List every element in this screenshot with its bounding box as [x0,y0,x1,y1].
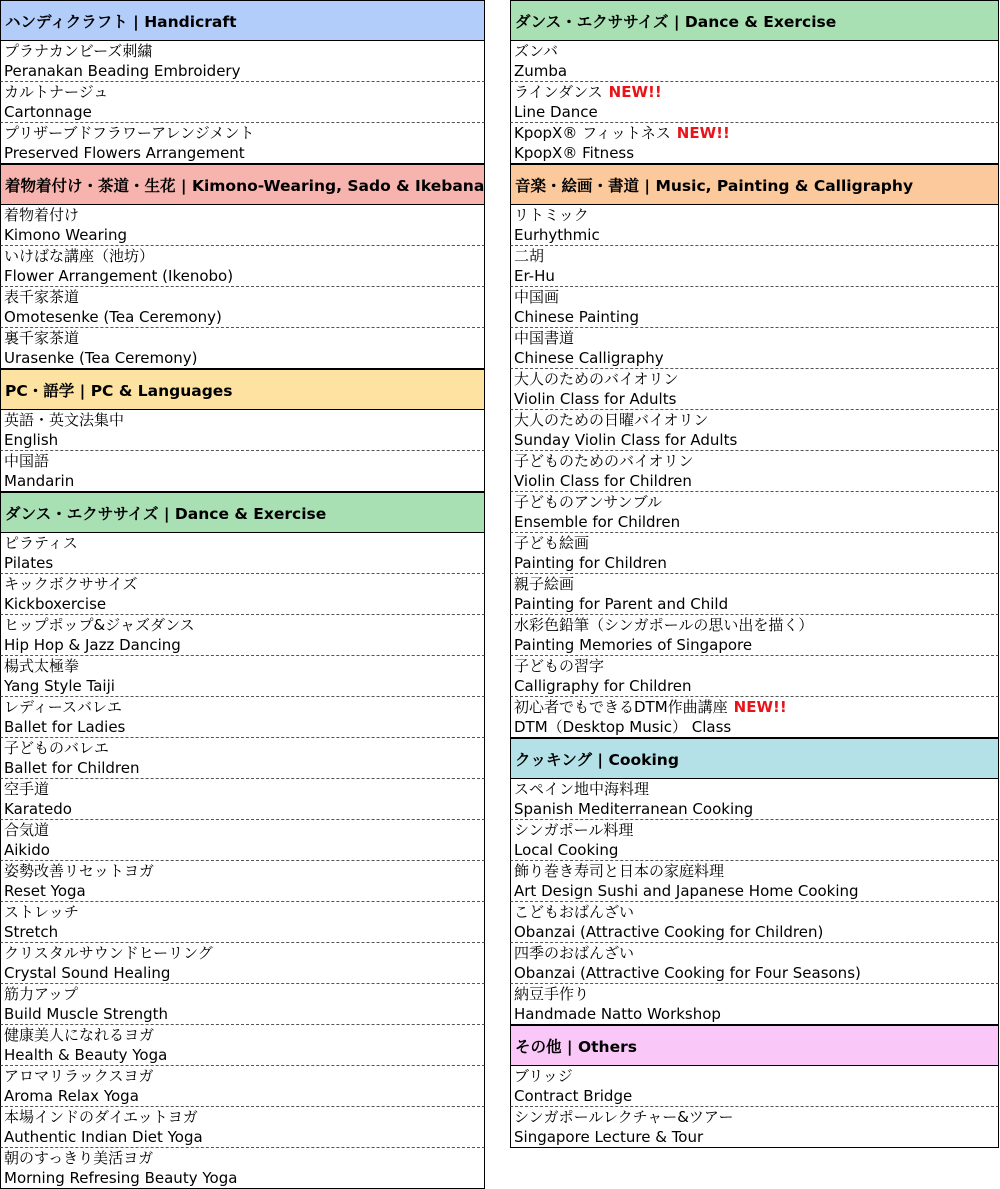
course-item-painting-for-parent-and-child [510,574,999,615]
course-name-jp-line [514,287,998,307]
course-name-jp: 着物着付け [4,206,80,224]
course-item-authentic-indian-diet-yoga [0,1107,485,1148]
course-name-jp-line [4,984,484,1004]
course-name-jp-line [514,369,998,389]
course-name-jp: シンガポールレクチャー&ツアー [514,1108,734,1126]
course-name-en: Handmade Natto Workshop [514,1005,721,1023]
course-name-jp: 姿勢改善リセットヨガ [4,862,154,880]
course-item-local-cooking [510,820,999,861]
course-item-aroma-relax-yoga [0,1066,485,1107]
course-name-jp: 初心者でもできるDTM作曲講座 [514,698,728,716]
course-name-jp-line [4,410,484,430]
course-name-jp-line [4,738,484,758]
course-name-en: Violin Class for Children [514,472,692,490]
course-item-zumba [510,41,999,82]
course-name-jp: ズンバ [514,42,558,60]
course-item-health-beauty-yoga [0,1025,485,1066]
course-name-jp-line [4,533,484,553]
course-item-cartonnage [0,82,485,123]
course-name-en: Hip Hop & Jazz Dancing [4,636,181,654]
course-name-en: Stretch [4,923,59,941]
course-name-jp-line [514,656,998,676]
course-name-jp: プラナカンビーズ刺繍 [4,42,153,60]
course-item-karatedo [0,779,485,820]
course-name-jp: 健康美人になれるヨガ [4,1026,155,1044]
course-name-jp: 中国書道 [514,329,575,347]
course-name-jp-line [514,984,998,1004]
left-column [0,0,485,1189]
course-name-en: Sunday Violin Class for Adults [514,431,738,449]
course-item-urasenke-tea-ceremony [0,328,485,369]
course-name-en: English [4,431,59,449]
right-column [510,0,999,1148]
course-name-en: Health & Beauty Yoga [4,1046,168,1064]
course-name-jp-line [514,1066,998,1086]
course-name-jp-line [4,246,484,266]
course-name-en: Mandarin [4,472,75,490]
course-item-yang-style-taiji [0,656,485,697]
course-name-en: Er-Hu [514,267,555,285]
course-name-jp-line [4,943,484,963]
course-name-jp: 筋力アップ [4,985,78,1003]
course-name-jp: 四季のおばんざい [514,944,635,962]
course-name-jp-line [514,820,998,840]
course-name-jp-line [514,328,998,348]
course-item-singapore-lecture-tour [510,1107,999,1148]
course-name-jp: こどもおばんざい [514,903,635,921]
course-name-jp-line [514,574,998,594]
course-name-jp: カルトナージュ [4,83,109,101]
course-name-en: Flower Arrangement (Ikenobo) [4,267,234,285]
section-header: ハンディクラフト | Handicraft [0,0,485,41]
course-item-violin-class-for-children [510,451,999,492]
course-name-en: Peranakan Beading Embroidery [4,62,241,80]
course-item-kickboxercise [0,574,485,615]
course-item-stretch [0,902,485,943]
course-name-jp-line [4,820,484,840]
course-name-en: Line Dance [514,103,598,121]
course-item-calligraphy-for-children [510,656,999,697]
course-name-en: Aroma Relax Yoga [4,1087,139,1105]
course-name-jp-line [514,451,998,471]
course-item-er-hu [510,246,999,287]
course-item-mandarin [0,451,485,492]
new-badge: NEW!! [733,698,787,716]
course-name-en: Chinese Calligraphy [514,349,664,367]
course-name-jp-line [514,615,998,635]
section-header: 音楽・絵画・書道 | Music, Painting & Calligraphy [510,164,999,205]
course-item-morning-refresing-beauty-yoga [0,1148,485,1189]
course-name-jp-line [4,697,484,717]
course-name-jp: 中国語 [4,452,50,470]
course-item-peranakan-beading-embroidery [0,41,485,82]
course-name-en: Omotesenke (Tea Ceremony) [4,308,222,326]
course-item-spanish-mediterranean-cooking [510,779,999,820]
course-name-en: Aikido [4,841,50,859]
course-name-jp: 親子絵画 [514,575,575,593]
section-header: PC・語学 | PC & Languages [0,369,485,410]
course-name-en: Contract Bridge [514,1087,633,1105]
course-item-aikido [0,820,485,861]
course-name-jp: いけばな講座（池坊） [4,247,155,265]
section-header: その他 | Others [510,1025,999,1066]
course-name-jp-line [4,574,484,594]
course-name-jp: 楊式太極拳 [4,657,80,675]
course-name-jp-line [514,246,998,266]
course-item-obanzai-attractive-cooking-for-four-seasons [510,943,999,984]
course-name-en: Yang Style Taiji [4,677,115,695]
course-name-en: Local Cooking [514,841,619,859]
course-name-en: DTM（Desktop Music） Class [514,718,732,736]
course-item-eurhythmic [510,205,999,246]
course-item-ballet-for-ladies [0,697,485,738]
course-item-dtm-desktop-music-class [510,697,999,738]
course-name-en: Pilates [4,554,54,572]
course-name-jp: ヒップポップ&ジャズダンス [4,616,195,634]
course-name-jp: 本場インドのダイエットヨガ [4,1108,198,1126]
course-item-hip-hop-jazz-dancing [0,615,485,656]
course-name-jp-line [514,861,998,881]
course-name-jp: 水彩色鉛筆（シンガポールの思い出を描く） [514,616,814,634]
course-name-jp: 納豆手作り [514,985,590,1003]
new-badge: NEW!! [676,124,730,142]
course-name-en: Spanish Mediterranean Cooking [514,800,754,818]
course-name-jp-line [4,615,484,635]
course-item-handmade-natto-workshop [510,984,999,1025]
course-name-jp-line [4,656,484,676]
course-name-jp-line [4,82,484,102]
new-badge: NEW!! [608,83,662,101]
course-name-en: Morning Refresing Beauty Yoga [4,1169,238,1187]
section-header: ダンス・エクササイズ | Dance & Exercise [0,492,485,533]
course-item-kimono-wearing [0,205,485,246]
course-name-jp: 子どもの習字 [514,657,605,675]
course-name-en: Painting for Children [514,554,667,572]
course-name-jp-line [514,205,998,225]
course-name-jp-line [4,41,484,61]
section-header: クッキング | Cooking [510,738,999,779]
course-name-en: Violin Class for Adults [514,390,677,408]
course-item-omotesenke-tea-ceremony [0,287,485,328]
course-item-english [0,410,485,451]
course-name-jp: 大人のためのバイオリン [514,370,679,388]
course-name-en: KpopX® Fitness [514,144,635,162]
course-name-en: Kickboxercise [4,595,107,613]
course-name-jp-line [514,1107,998,1127]
course-name-jp-line [514,533,998,553]
course-item-ballet-for-children [0,738,485,779]
course-item-contract-bridge [510,1066,999,1107]
course-name-jp-line [4,287,484,307]
course-name-jp-line [4,328,484,348]
course-name-en: Chinese Painting [514,308,640,326]
course-name-jp-line [4,861,484,881]
course-item-painting-memories-of-singapore [510,615,999,656]
course-name-jp: ストレッチ [4,903,79,921]
course-item-ensemble-for-children [510,492,999,533]
course-name-jp-line [4,451,484,471]
course-name-en: Ballet for Ladies [4,718,126,736]
course-name-jp-line [4,1025,484,1045]
course-name-en: Art Design Sushi and Japanese Home Cooking [514,882,859,900]
course-item-chinese-painting [510,287,999,328]
course-item-painting-for-children [510,533,999,574]
course-item-preserved-flowers-arrangement [0,123,485,164]
course-item-reset-yoga [0,861,485,902]
course-name-en: Painting for Parent and Child [514,595,729,613]
course-name-jp-line [4,1148,484,1168]
course-name-jp: 裏千家茶道 [4,329,80,347]
course-name-jp-line [514,123,998,143]
course-name-jp-line [4,1107,484,1127]
course-name-jp: 大人のための日曜バイオリン [514,411,709,429]
course-name-jp: 子どものためのバイオリン [514,452,694,470]
course-name-jp-line [4,123,484,143]
course-name-en: Obanzai (Attractive Cooking for Children) [514,923,824,941]
course-name-jp-line [514,82,998,102]
course-name-jp: 子ども絵画 [514,534,590,552]
course-name-jp: ブリッジ [514,1067,573,1085]
course-name-jp-line [514,902,998,922]
course-name-jp: 中国画 [514,288,560,306]
course-name-jp-line [514,41,998,61]
course-item-violin-class-for-adults [510,369,999,410]
course-name-jp: アロマリラックスヨガ [4,1067,154,1085]
course-item-crystal-sound-healing [0,943,485,984]
course-name-jp: 飾り巻き寿司と日本の家庭料理 [514,862,725,880]
course-name-jp: 二胡 [514,247,545,265]
course-name-jp-line [4,779,484,799]
course-name-en: Eurhythmic [514,226,600,244]
course-name-en: Zumba [514,62,568,80]
course-item-line-dance [510,82,999,123]
course-name-en: Singapore Lecture & Tour [514,1128,704,1146]
course-name-en: Obanzai (Attractive Cooking for Four Seasons) [514,964,861,982]
course-item-flower-arrangement-ikenobo [0,246,485,287]
section-header: ダンス・エクササイズ | Dance & Exercise [510,0,999,41]
course-name-jp: リトミック [514,206,589,224]
course-name-jp: 表千家茶道 [4,288,80,306]
course-name-jp: ピラティス [4,534,78,552]
course-name-en: Kimono Wearing [4,226,127,244]
course-item-pilates [0,533,485,574]
course-name-jp-line [514,943,998,963]
course-name-jp: KpopX® フィットネス [514,124,671,142]
course-name-jp: 空手道 [4,780,50,798]
course-name-jp: ラインダンス [514,83,603,101]
course-name-jp-line [514,697,998,717]
course-item-obanzai-attractive-cooking-for-children [510,902,999,943]
course-name-jp: クリスタルサウンドヒーリング [4,944,213,962]
course-name-en: Preserved Flowers Arrangement [4,144,245,162]
course-name-jp-line [514,779,998,799]
course-name-jp: レディースバレエ [4,698,123,716]
course-name-jp-line [514,410,998,430]
course-item-sunday-violin-class-for-adults [510,410,999,451]
course-name-en: Cartonnage [4,103,92,121]
course-name-en: Authentic Indian Diet Yoga [4,1128,203,1146]
course-name-jp: シンガポール料理 [514,821,634,839]
course-item-art-design-sushi-and-japanese-home-cooking [510,861,999,902]
course-name-en: Painting Memories of Singapore [514,636,753,654]
course-item-chinese-calligraphy [510,328,999,369]
course-name-jp: 子どものアンサンブル [514,493,663,511]
course-name-jp-line [4,1066,484,1086]
course-name-jp: 英語・英文法集中 [4,411,125,429]
course-name-jp: 合気道 [4,821,50,839]
course-name-en: Urasenke (Tea Ceremony) [4,349,198,367]
course-name-en: Calligraphy for Children [514,677,692,695]
course-name-jp: プリザーブドフラワーアレンジメント [4,124,255,142]
course-name-jp-line [4,902,484,922]
section-header: 着物着付け・茶道・生花 | Kimono-Wearing, Sado & Ikebana [0,164,485,205]
course-name-jp-line [4,205,484,225]
course-name-en: Reset Yoga [4,882,86,900]
course-name-jp: スペイン地中海料理 [514,780,650,798]
course-item-kpopx-fitness [510,123,999,164]
course-name-en: Ensemble for Children [514,513,681,531]
course-name-en: Build Muscle Strength [4,1005,168,1023]
course-name-jp-line [514,492,998,512]
course-item-build-muscle-strength [0,984,485,1025]
course-name-en: Karatedo [4,800,72,818]
course-name-en: Crystal Sound Healing [4,964,171,982]
course-name-jp: キックボクササイズ [4,575,138,593]
course-name-jp: 朝のすっきり美活ヨガ [4,1149,154,1167]
course-name-jp: 子どものバレエ [4,739,110,757]
course-name-en: Ballet for Children [4,759,140,777]
